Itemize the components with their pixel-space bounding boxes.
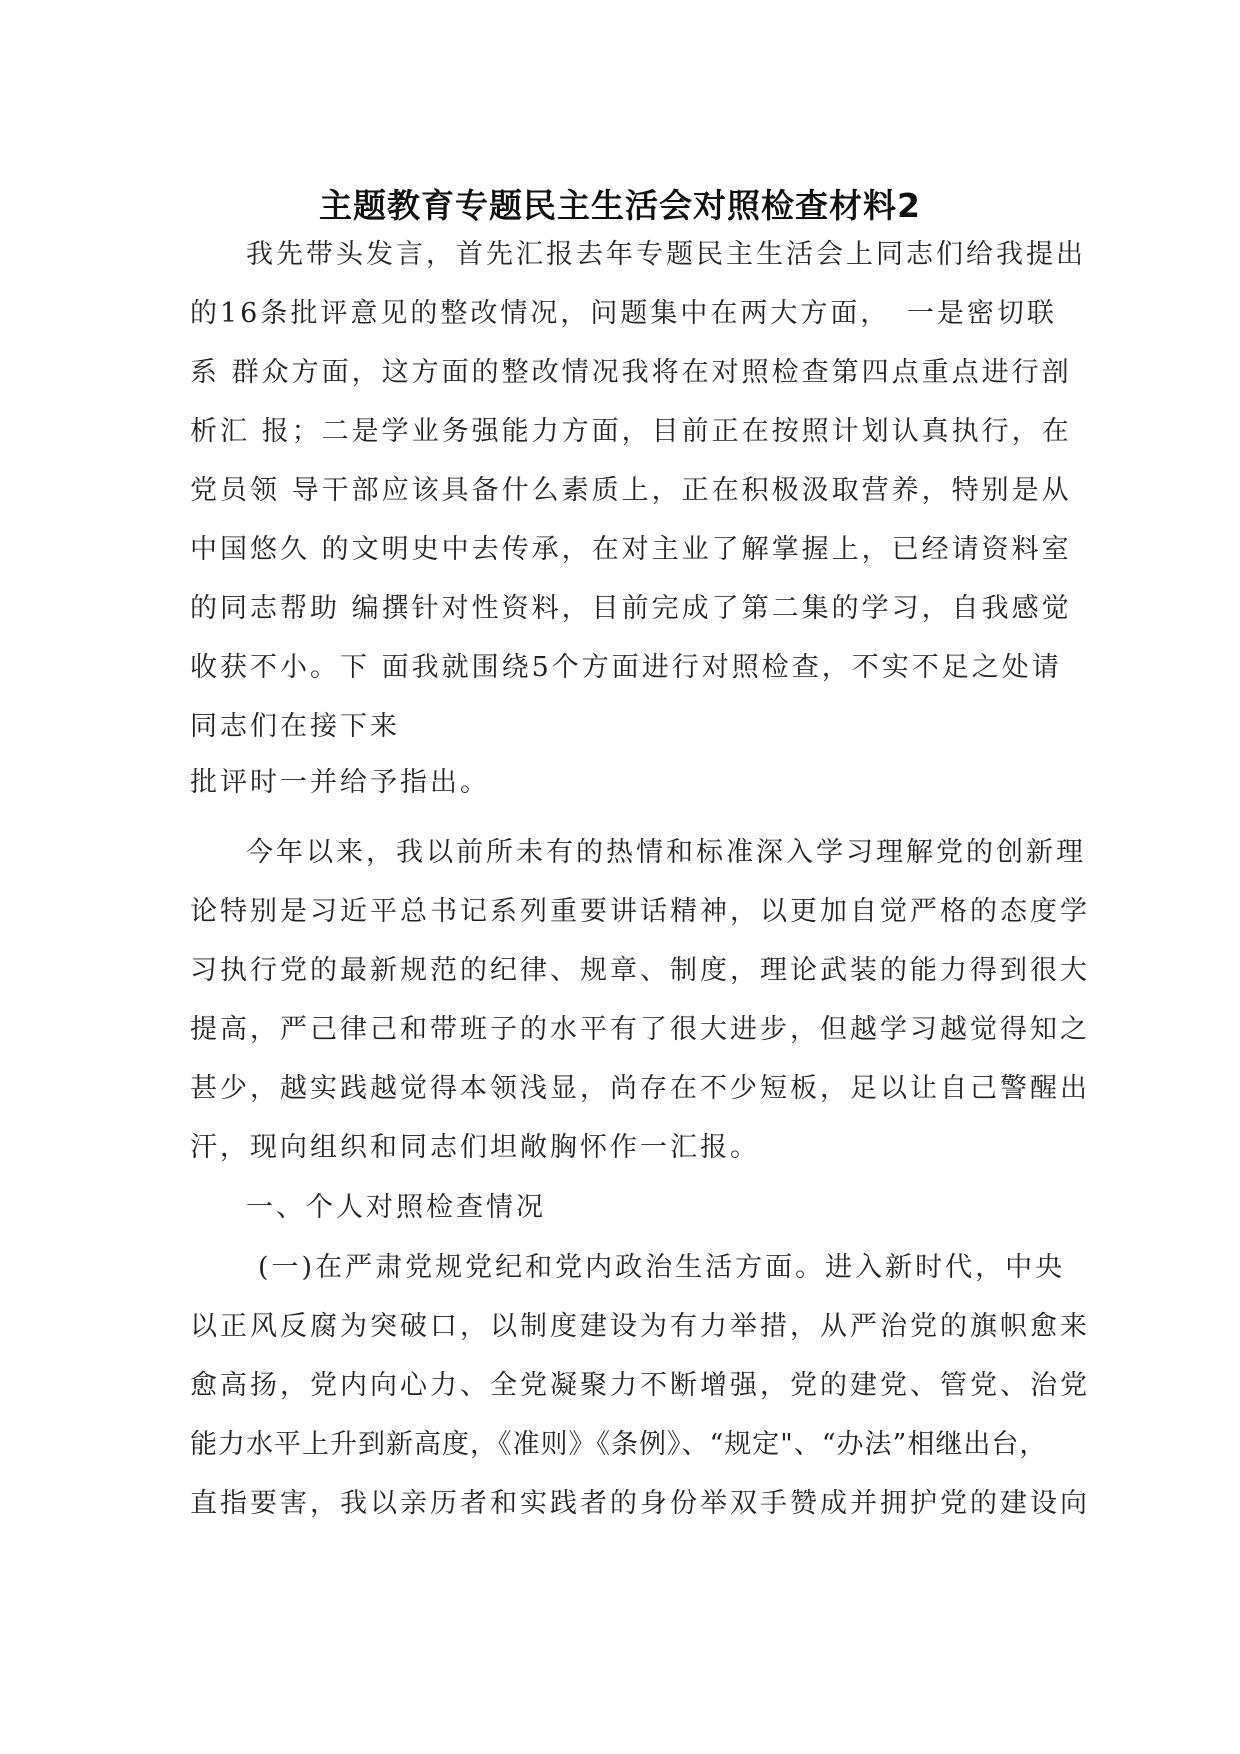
document-title: 主题教育专题民主生活会对照检查材料2 (319, 186, 921, 225)
text-line: 今年以来，我以前所未有的热情和标准深入学习理解党的创新理 (246, 837, 1086, 868)
text-line: 提高，严己律己和带班子的水平有了很大进步，但越学习越觉得知之 (190, 1014, 1090, 1045)
text-line: 批评时一并给予指出。 (190, 767, 490, 798)
text-line: 收获不小。下 面我就围绕5个方面进行对照检查，不实不足之处请 (190, 652, 1062, 683)
text-line: 我先带头发言，首先汇报去年专题民主生活会上同志们给我提出 (246, 239, 1086, 270)
text-line: 的同志帮助 编撰针对性资料，目前完成了第二集的学习，自我感觉 (190, 593, 1072, 624)
text-line: 能力水平上升到新高度，《准则》《条例》、“规定"、“办法”相继出台， (190, 1429, 1048, 1460)
text-line: 汗，现向组织和同志们坦敞胸怀作一汇报。 (190, 1132, 760, 1163)
text-line: 中国悠久 的文明史中去传承，在对主业了解掌握上，已经请资料室 (190, 534, 1072, 565)
text-line: (一)在严肃党规党纪和党内政治生活方面。进入新时代，中央 (258, 1252, 1066, 1283)
text-line: 的16条批评意见的整改情况，问题集中在两大方面， 一是密切联 (190, 298, 1057, 329)
text-line: 习执行党的最新规范的纪律、规章、制度，理论武装的能力得到很大 (190, 955, 1090, 986)
text-line: 析汇 报；二是学业务强能力方面，目前正在按照计划认真执行，在 (190, 416, 1072, 447)
text-line: 甚少，越实践越觉得本领浅显，尚存在不少短板，足以让自己警醒出 (190, 1073, 1090, 1104)
text-line: 党员领 导干部应该具备什么素质上，正在积极汲取营养，特别是从 (190, 475, 1072, 506)
text-line: 同志们在接下来 (190, 711, 400, 742)
text-line: 直指要害，我以亲历者和实践者的身份举双手赞成并拥护党的建设向 (190, 1488, 1090, 1519)
text-line: 论特别是习近平总书记系列重要讲话精神，以更加自觉严格的态度学 (190, 896, 1090, 927)
text-line: 愈高扬，党内向心力、全党凝聚力不断增强，党的建党、管党、治党 (190, 1370, 1090, 1401)
text-line: 以正风反腐为突破口，以制度建设为有力举措，从严治党的旗帜愈来 (190, 1311, 1090, 1342)
section-heading: 一、个人对照检查情况 (246, 1192, 546, 1223)
text-line: 系 群众方面，这方面的整改情况我将在对照检查第四点重点进行剖 (190, 357, 1072, 388)
